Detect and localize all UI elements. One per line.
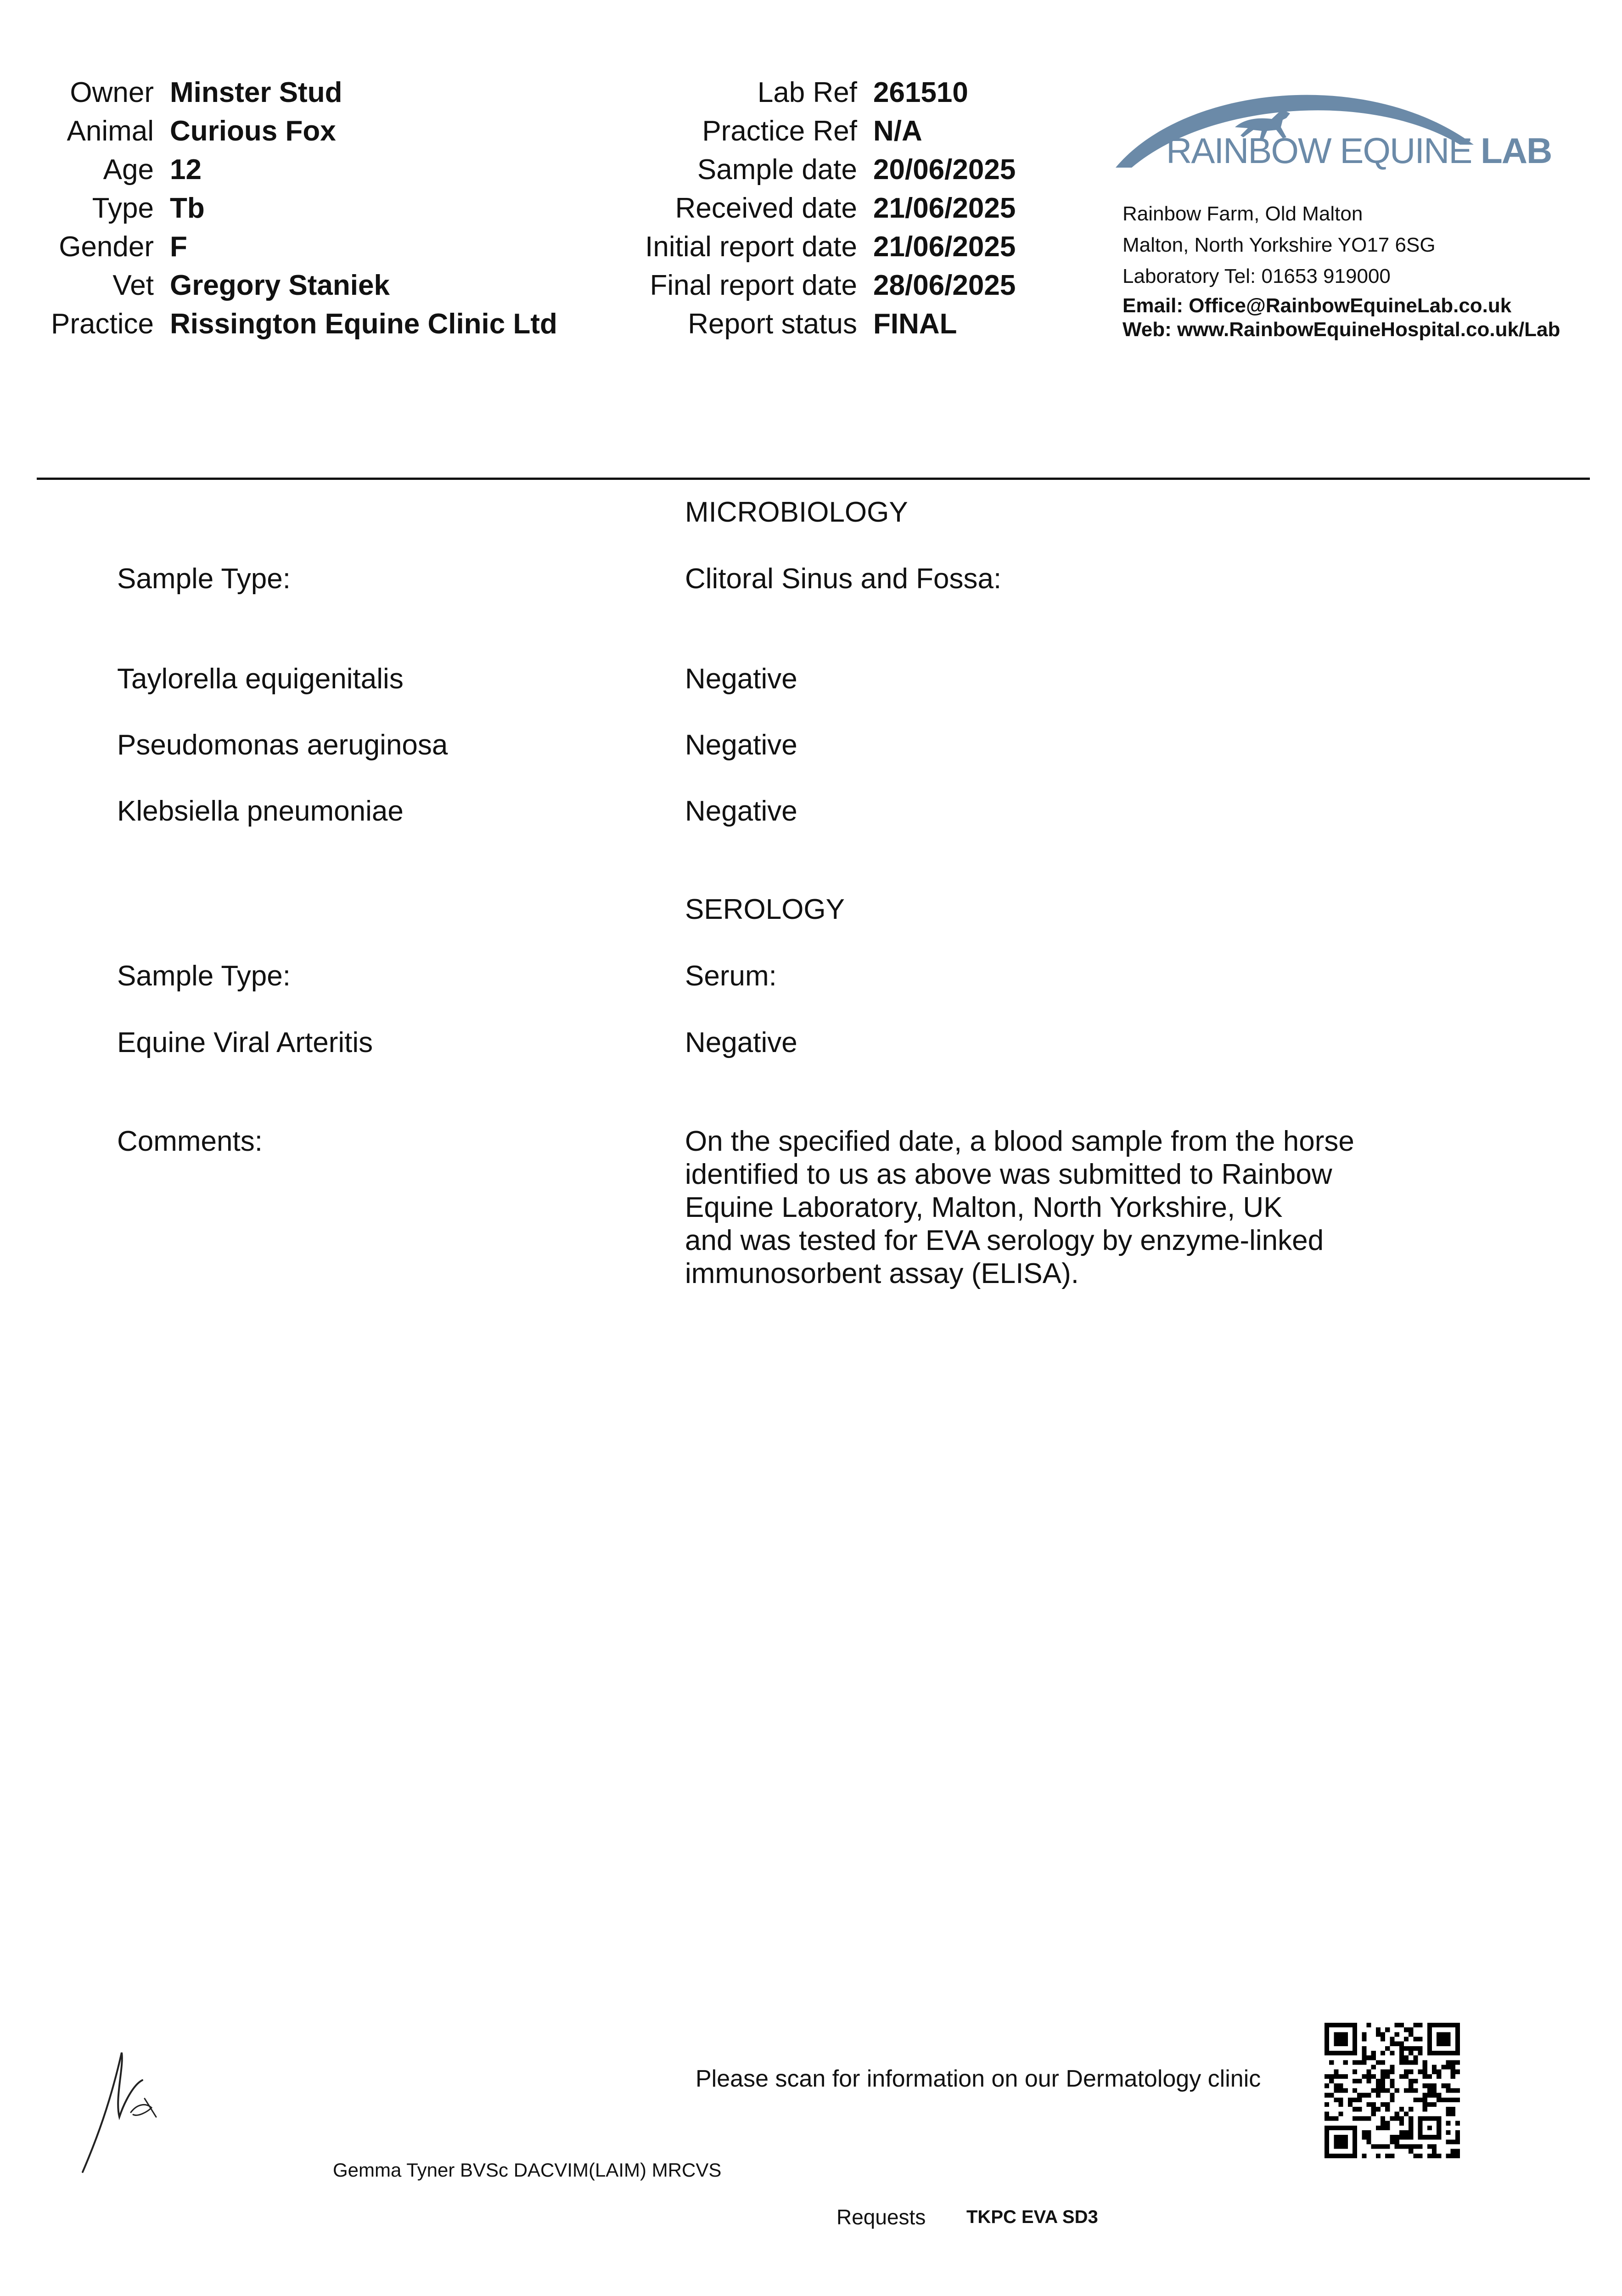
age-label: Age [103,154,154,186]
lab-email: Email: Office@RainbowEquineLab.co.uk [1122,294,1512,317]
result-value: Negative [685,663,797,695]
result-test-name: Klebsiella pneumoniae [117,795,404,827]
lab-ref-label: Lab Ref [757,77,857,108]
microbiology-heading: MICROBIOLOGY [685,496,908,528]
lab-logo [1111,76,1552,181]
comments-text: On the specified date, a blood sample from the horse identified to us as above was submitted to Rainbow Equine Laboratory, Malton, North Yorkshire, UK and was tested for EVA serology by enzyme-linked immunosorbent assay (ELISA). [685,1125,1354,1289]
sample-date-value: 20/06/2025 [873,154,1016,186]
logo-wordmark-regular: RAINBOW EQUINE [1166,130,1481,171]
comments-label: Comments: [117,1125,263,1157]
received-date-label: Received date [675,192,857,224]
gender-value: F [170,231,187,263]
lab-address-line1: Rainbow Farm, Old Malton [1122,203,1363,225]
result-test-name: Pseudomonas aeruginosa [117,729,448,761]
serology-heading: SEROLOGY [685,894,845,925]
result-value: Negative [685,795,797,827]
type-label: Type [92,192,154,224]
final-report-date-value: 28/06/2025 [873,270,1016,301]
requests-label: Requests [836,2205,926,2229]
practice-label: Practice [51,308,154,340]
lab-address-line2: Malton, North Yorkshire YO17 6SG [1122,234,1436,256]
lab-telephone: Laboratory Tel: 01653 919000 [1122,265,1391,287]
final-report-date-label: Final report date [650,270,857,301]
result-value: Negative [685,1027,797,1058]
requests-value: TKPC EVA SD3 [966,2207,1098,2227]
qr-prompt-text: Please scan for information on our Dermatology clinic [696,2065,1261,2092]
type-value: Tb [170,192,205,224]
vet-value: Gregory Staniek [170,270,390,301]
report-status-label: Report status [688,308,857,340]
received-date-value: 21/06/2025 [873,192,1016,224]
report-status-value: FINAL [873,308,957,340]
initial-report-date-value: 21/06/2025 [873,231,1016,263]
practice-ref-label: Practice Ref [702,115,857,147]
initial-report-date-label: Initial report date [645,231,857,263]
sample-date-label: Sample date [697,154,857,186]
micro-sample-type-value: Clitoral Sinus and Fossa: [685,563,1002,595]
vet-label: Vet [112,270,154,301]
logo-wordmark-bold: LAB [1481,130,1552,171]
owner-label: Owner [70,77,154,108]
owner-value: Minster Stud [170,77,342,108]
logo-wordmark [1166,130,1551,171]
signature [78,2048,170,2177]
practice-value: Rissington Equine Clinic Ltd [170,308,557,340]
animal-label: Animal [67,115,154,147]
lab-ref-value: 261510 [873,77,968,108]
signatory-name: Gemma Tyner BVSc DACVIM(LAIM) MRCVS [333,2159,722,2181]
qr-code[interactable] [1325,2023,1460,2158]
practice-ref-value: N/A [873,115,922,147]
result-test-name: Taylorella equigenitalis [117,663,404,695]
serology-sample-type-value: Serum: [685,960,777,992]
lab-website: Web: www.RainbowEquineHospital.co.uk/Lab [1122,318,1560,341]
serology-sample-type-label: Sample Type: [117,960,291,992]
age-value: 12 [170,154,202,186]
result-value: Negative [685,729,797,761]
micro-sample-type-label: Sample Type: [117,563,291,595]
animal-value: Curious Fox [170,115,336,147]
gender-label: Gender [59,231,154,263]
result-test-name: Equine Viral Arteritis [117,1027,373,1058]
header-divider [37,478,1590,480]
